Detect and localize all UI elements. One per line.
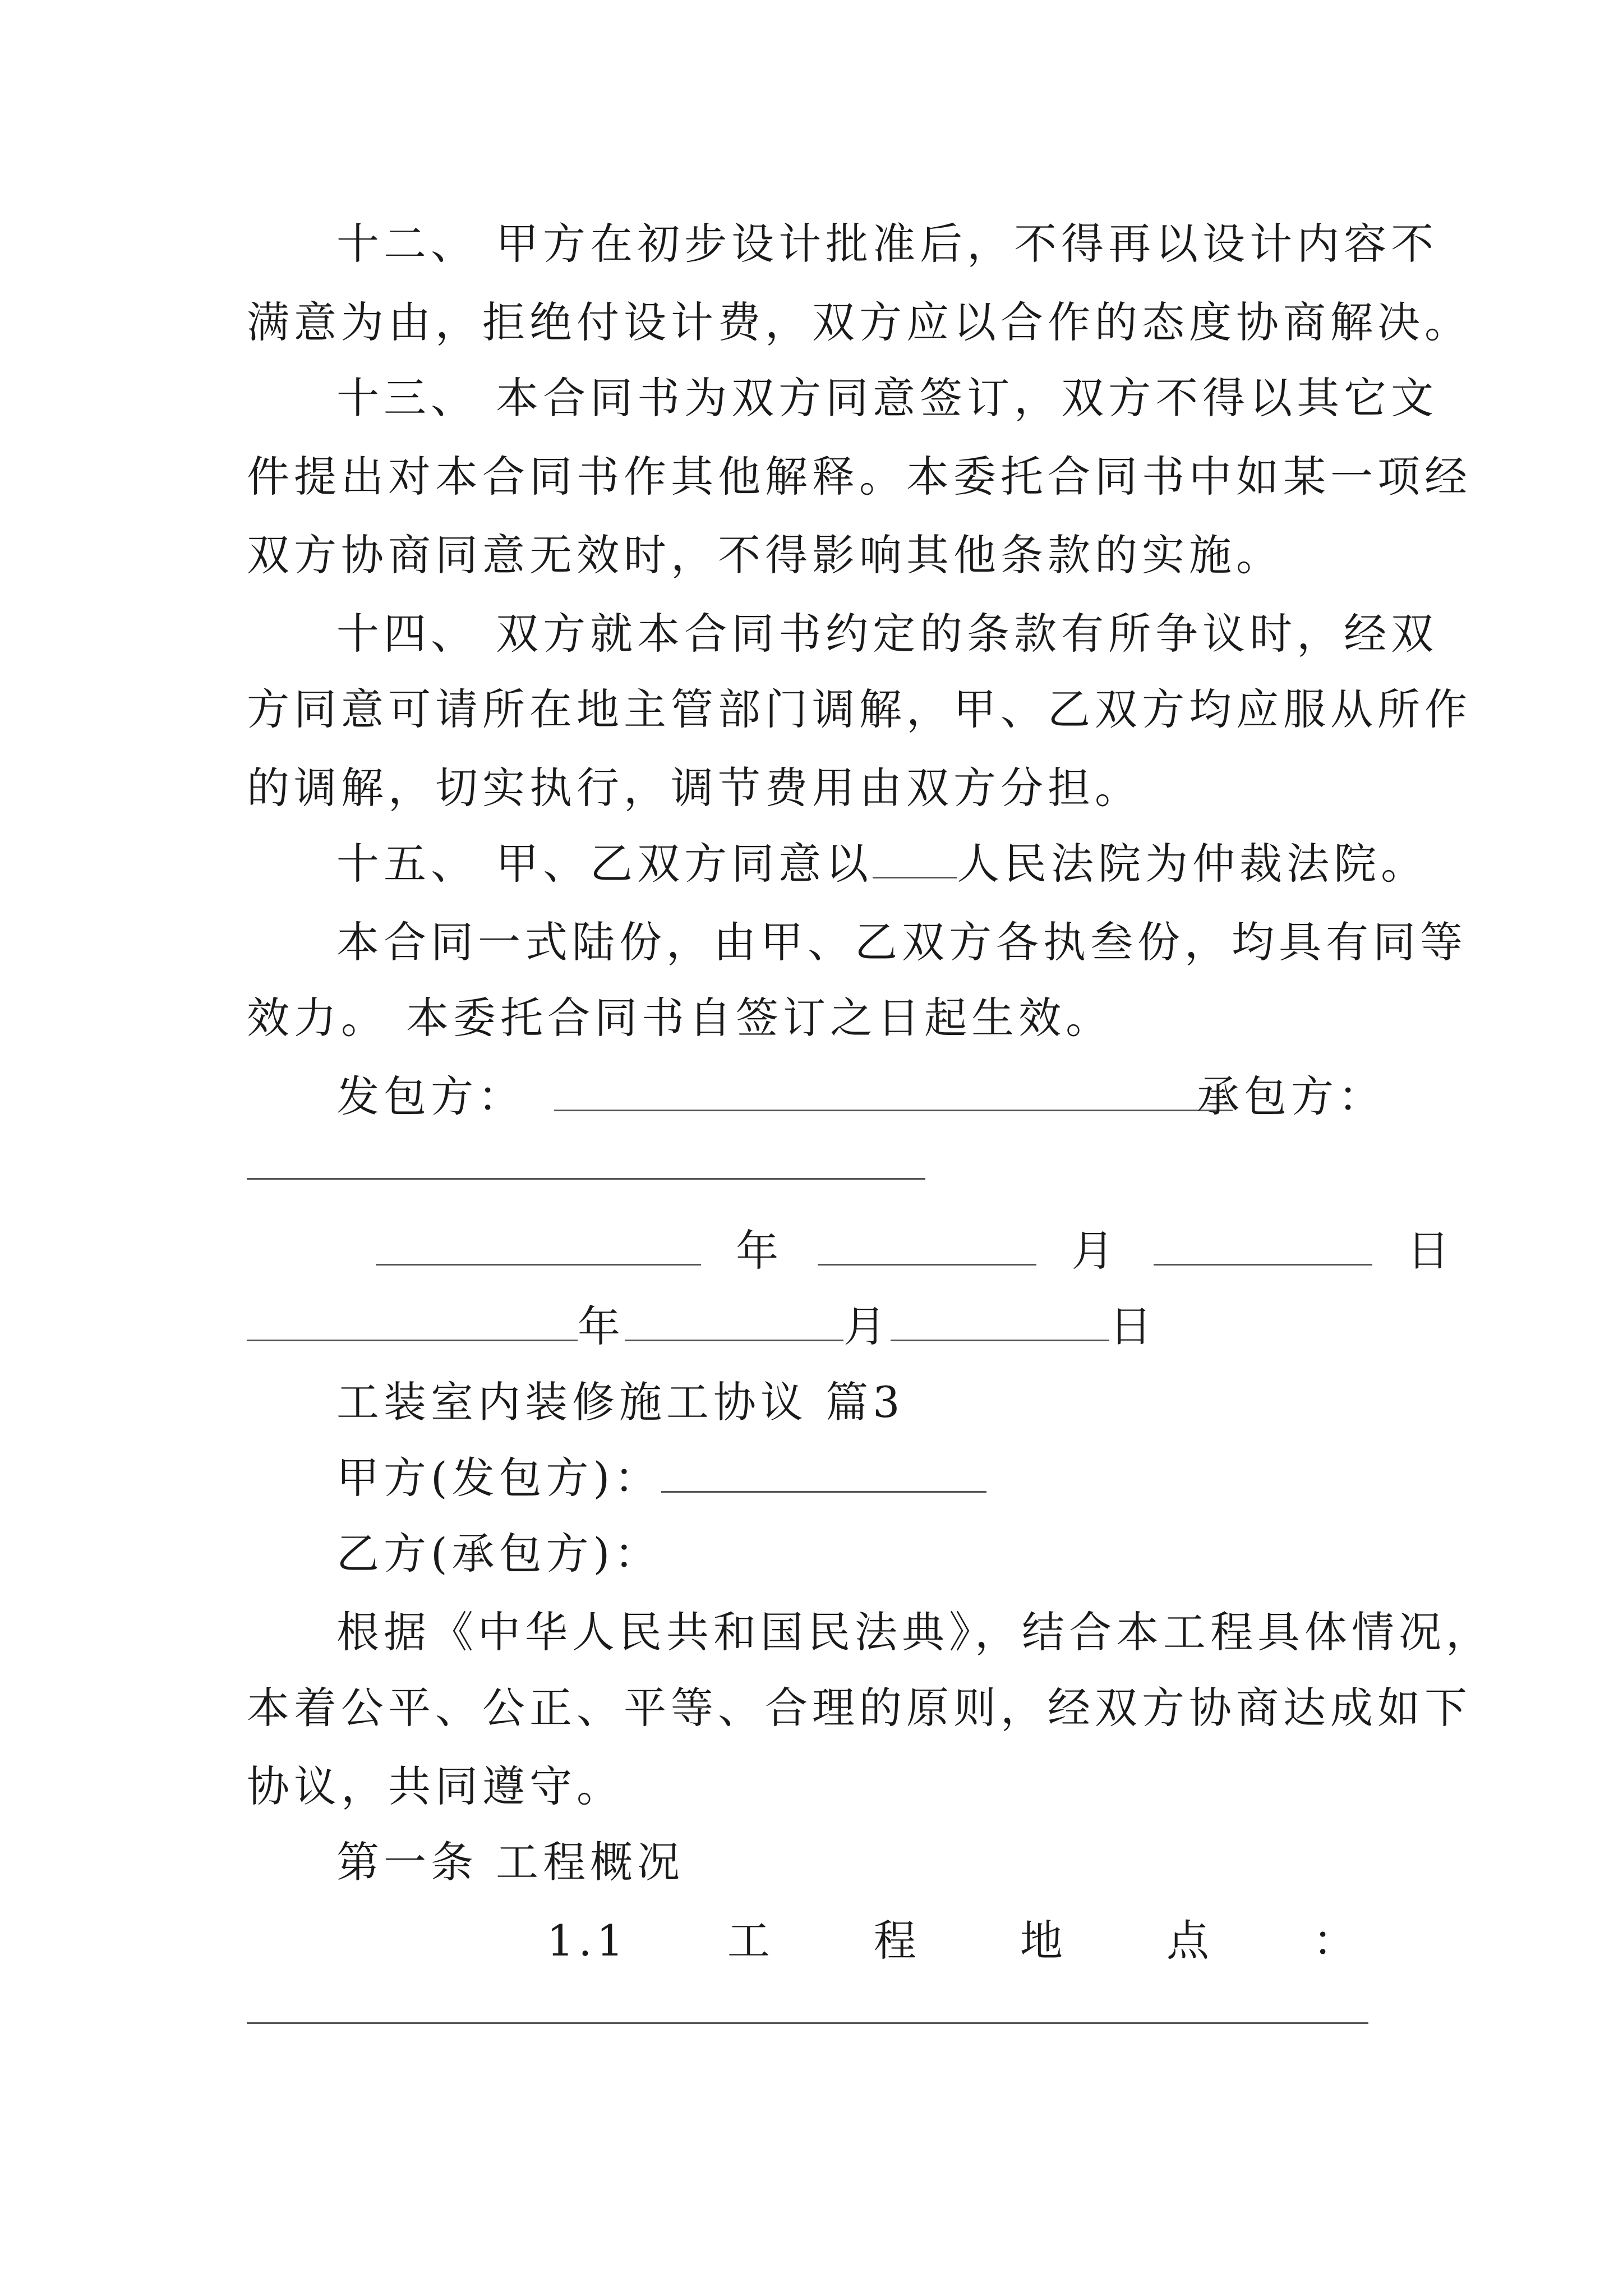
- project-location-line: [547, 1902, 1360, 1980]
- party-a-label: 甲方(发包方)：: [336, 1453, 662, 1503]
- date-b-year-blank[interactable]: [247, 1300, 578, 1341]
- date-a-month-label: 月: [1071, 1226, 1119, 1276]
- date-line-a: [376, 1212, 1454, 1290]
- clause-14-line-1: 十四、 双方就本合同书约定的条款有所争议时，经双: [336, 609, 1438, 659]
- intro-line-2: 本着公平、公正、平等、合理的原则，经双方协商达成如下: [247, 1683, 1472, 1733]
- date-a-year-label: 年: [736, 1226, 783, 1276]
- date-b-month-blank[interactable]: [625, 1300, 843, 1341]
- clause-14-line-2: 方同意可请所在地主管部门调解，甲、乙双方均应服从所作: [247, 684, 1472, 734]
- article-1-heading: 第一条 工程概况: [336, 1837, 685, 1887]
- clause-15-suffix: 人民法院为仲裁法院。: [957, 839, 1428, 889]
- intro-line-1: 根据《中华人民共和国民法典》，结合本工程具体情况，: [336, 1607, 1493, 1657]
- clause-15-prefix: 十五、 甲、乙双方同意以: [336, 839, 873, 889]
- date-b-year-label: 年: [578, 1301, 625, 1351]
- copies-line-1: 本合同一式陆份，由甲、乙双方各执叁份，均具有同等: [336, 917, 1467, 967]
- clause-13-line-3: 双方协商同意无效时，不得影响其他条款的实施。: [247, 530, 1283, 580]
- item-char-5: ：: [1312, 1916, 1360, 1966]
- party-a-blank[interactable]: [661, 1452, 986, 1493]
- clause-13-line-1: 十三、 本合同书为双方同意签订，双方不得以其它文: [336, 373, 1438, 423]
- date-b-day-label: 日: [1109, 1301, 1156, 1351]
- party-a-sign-label: 发包方：: [336, 1071, 525, 1121]
- clause-12-line-1: 十二、 甲方在初步设计批准后，不得再以设计内容不: [336, 219, 1438, 269]
- party-a-sign-blank[interactable]: [554, 1070, 1233, 1111]
- party-b-label: 乙方(承包方)：: [336, 1529, 662, 1579]
- item-char-4: 点: [1166, 1916, 1214, 1966]
- date-a-year-blank[interactable]: [376, 1225, 701, 1266]
- party-a-line: [336, 1439, 1385, 1517]
- date-a-day-label: 日: [1407, 1226, 1454, 1276]
- intro-line-3: 协议，共同遵守。: [247, 1761, 624, 1811]
- item-char-1: 工: [727, 1916, 774, 1966]
- item-char-2: 程: [873, 1916, 921, 1966]
- date-a-day-blank[interactable]: [1154, 1225, 1372, 1266]
- date-b-month-label: 月: [843, 1301, 891, 1351]
- court-blank[interactable]: [873, 838, 957, 878]
- clause-12-line-2: 满意为由，拒绝付设计费，双方应以合作的态度协商解决。: [247, 297, 1472, 347]
- item-char-3: 地: [1020, 1916, 1067, 1966]
- date-b-day-blank[interactable]: [891, 1300, 1109, 1341]
- clause-15-line: [336, 825, 1428, 903]
- project-location-blank[interactable]: [247, 2022, 1368, 2024]
- clause-13-line-2: 件提出对本合同书作其他解释。本委托合同书中如某一项经: [247, 452, 1472, 501]
- date-line-b: [247, 1287, 1385, 1366]
- clause-14-line-3: 的调解，切实执行，调节费用由双方分担。: [247, 763, 1142, 813]
- copies-line-2: 效力。 本委托合同书自签订之日起生效。: [247, 993, 1113, 1043]
- signature-parties-line: [336, 1057, 1385, 1136]
- section-title: 工装室内装修施工协议 篇3: [336, 1377, 905, 1427]
- item-number: 1.1: [547, 1916, 628, 1966]
- party-b-sign-label: 承包方：: [1197, 1071, 1385, 1121]
- date-a-month-blank[interactable]: [818, 1225, 1036, 1266]
- party-b-sign-blank[interactable]: [247, 1178, 925, 1180]
